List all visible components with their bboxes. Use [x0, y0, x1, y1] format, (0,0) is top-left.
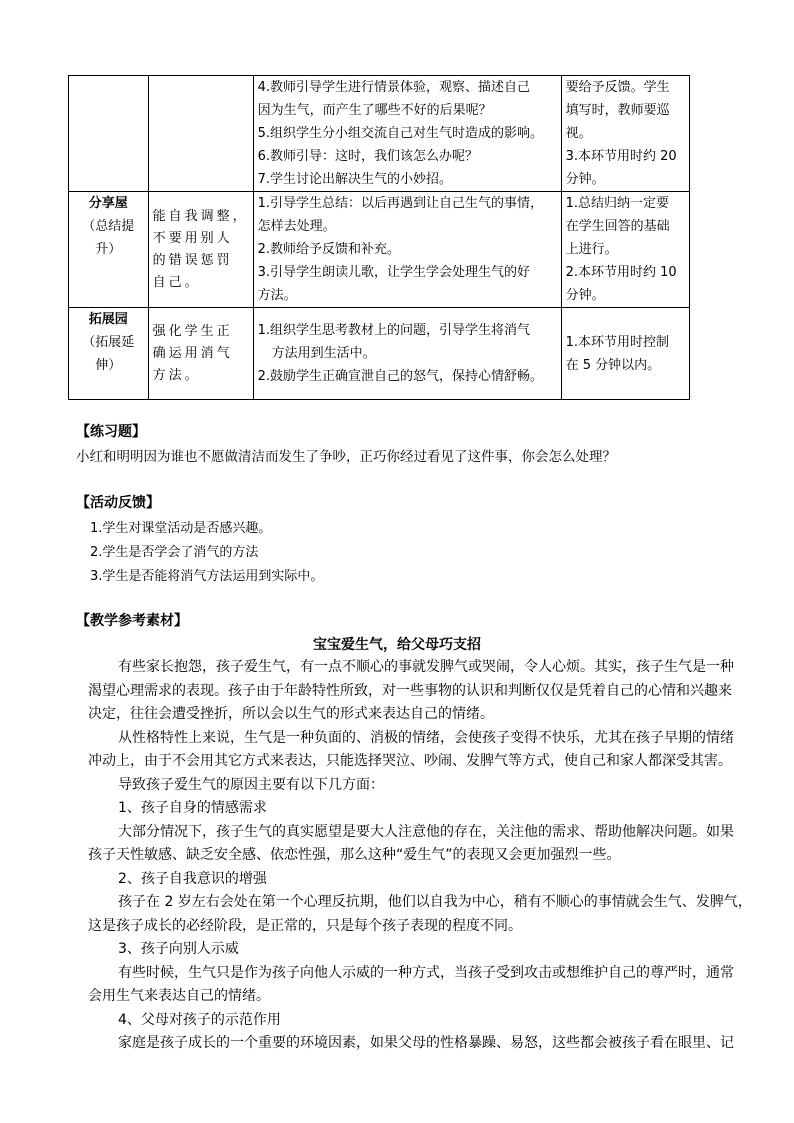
goal-line: 能自我调整，	[152, 208, 249, 224]
feedback-item: 3.学生是否能将消气方法运用到实际中。	[90, 569, 324, 584]
article-title: 宝宝爱生气，给父母巧支招	[313, 637, 481, 653]
notes-cell	[561, 308, 689, 400]
note-line: 分钟。	[565, 172, 605, 187]
notes-cell	[561, 76, 689, 192]
article-line: 4、父母对孩子的示范作用	[118, 1011, 281, 1028]
goal-line: 的错误惩罚	[152, 252, 233, 268]
notes-cell	[561, 192, 689, 308]
step-line: 方法。	[257, 288, 297, 303]
step-line: 2.鼓励学生正确宣泄自己的怒气，保持心情舒畅。	[257, 369, 544, 384]
goal-cell	[148, 76, 253, 192]
article-line: 会用生气来表达自己的情绪。	[88, 988, 270, 1004]
note-line: 在学生回答的基础	[565, 219, 670, 234]
note-line: 分钟。	[565, 288, 605, 303]
steps-cell	[253, 192, 561, 308]
goal-cell	[148, 192, 253, 308]
table-row	[69, 308, 690, 400]
goal-line: 方法。	[152, 367, 201, 383]
article-line: 渴望心理需求的表现。孩子由于年龄特性所致，对一些事物的认识和判断仅仅是凭着自己的心情和兴趣来	[88, 682, 732, 699]
article-line: 有些家长抱怨，孩子爱生气，有一点不顺心的事就发脾气或哭闹，令人心烦。其实，孩子生气是一种	[118, 659, 734, 675]
exercise-text: 小红和明明因为谁也不愿做清洁而发生了争吵，正巧你经过看见了这件事，你会怎么处理？	[76, 449, 616, 465]
goal-line: 强化学生正	[152, 323, 233, 339]
article-line: 孩子在 2 岁左右会处在第一个心理反抗期，他们以自我为中心，稍有不顺心的事情就会生气、发脾气，	[118, 894, 752, 910]
feedback-heading: 【活动反馈】	[76, 495, 160, 511]
note-line: 填写时，教师要巡	[565, 103, 670, 118]
exercise-heading: 【练习题】	[76, 424, 146, 440]
article-line: 孩子天性敏感、缺乏安全感、依恋性强，那么这种“爱生气”的表现又会更加强烈一些。	[88, 847, 621, 863]
steps-cell	[253, 308, 561, 400]
step-line: 2.教师给予反馈和补充。	[257, 242, 401, 257]
goal-line: 不要用别人	[152, 230, 233, 246]
stage-cell	[69, 192, 149, 308]
article-line: 导致孩子爱生气的原因主要有以下几方面：	[118, 776, 384, 793]
stage-subtitle: 升）	[95, 242, 122, 257]
table-row	[69, 192, 690, 308]
article-line: 有些时候，生气只是作为孩子向他人示威的一种方式，当孩子受到攻击或想维护自己的尊严时，通常	[118, 964, 734, 981]
note-line: 3.本环节用时约 20	[565, 149, 677, 164]
goal-line: 自己。	[152, 274, 201, 290]
stage-title: 拓展园	[88, 312, 128, 327]
article-line: 家庭是孩子成长的一个重要的环境因素，如果父母的性格暴躁、易怒，这些都会被孩子看在眼里、记	[118, 1035, 734, 1051]
step-line: 4.教师引导学生进行情景体验，观察、描述自己	[257, 80, 531, 95]
material-heading: 【教学参考素材】	[76, 613, 188, 629]
article-line: 这是孩子成长的必经阶段，是正常的，只是每个孩子表现的程度不同。	[88, 917, 522, 934]
stage-cell	[69, 76, 149, 192]
article-line: 冲动上，由于不会用其它方式来表达，只能选择哭泣、吵闹、发脾气等方式，使自己和家人都深受其害。	[88, 753, 732, 769]
step-line: 7.学生讨论出解决生气的小妙招。	[257, 172, 453, 187]
step-line: 1.引导学生总结：以后再遇到让自己生气的事情，	[257, 196, 544, 211]
stage-cell	[69, 308, 149, 400]
article-line: 决定，往往会遭受挫折，所以会以生气的形式来表达自己的情绪。	[88, 706, 494, 722]
stage-subtitle: 伸）	[95, 358, 122, 373]
note-line: 在 5 分钟以内。	[565, 357, 661, 373]
goal-cell	[148, 308, 253, 400]
stage-subtitle: （拓展延	[82, 335, 135, 350]
note-line: 2.本环节用时约 10	[565, 265, 677, 280]
note-line: 要给予反馈。学生	[565, 80, 670, 95]
article-line: 大部分情况下，孩子生气的真实愿望是要大人注意他的存在，关注他的需求、帮助他解决问题。如果	[118, 823, 734, 840]
step-line: 怎样去处理。	[257, 219, 336, 234]
note-line: 1.总结归纳一定要	[565, 196, 670, 211]
article-line: 2、孩子自我意识的增强	[118, 870, 267, 887]
article-body	[88, 656, 752, 1056]
note-line: 视。	[565, 126, 592, 141]
step-line: 1.组织学生思考教材上的问题，引导学生将消气	[257, 323, 531, 338]
note-line: 1.本环节用时控制	[565, 334, 670, 350]
lesson-plan-table	[68, 75, 690, 400]
article-line: 从性格特性上来说，生气是一种负面的、消极的情绪，会使孩子变得不快乐，尤其在孩子早期的情绪	[118, 729, 734, 746]
article-line: 1、孩子自身的情感需求	[118, 800, 267, 816]
note-line: 上进行。	[565, 242, 618, 257]
goal-line: 确运用消气	[152, 345, 233, 361]
feedback-item: 1.学生对课堂活动是否感兴趣。	[90, 521, 272, 536]
step-line: 因为生气，而产生了哪些不好的后果呢？	[257, 103, 492, 118]
step-line: 方法用到生活中。	[271, 346, 376, 361]
feedback-item: 2.学生是否学会了消气的方法	[90, 545, 259, 560]
step-line: 6.教师引导：这时，我们该怎么办呢？	[257, 149, 479, 164]
step-line: 5.组织学生分小组交流自己对生气时造成的影响。	[257, 126, 544, 141]
table-row	[69, 76, 690, 192]
steps-cell	[253, 76, 561, 192]
stage-subtitle: （总结提	[82, 219, 135, 234]
article-line: 3、孩子向别人示威	[118, 941, 239, 957]
step-line: 3.引导学生朗读儿歌，让学生学会处理生气的好	[257, 265, 531, 280]
stage-title: 分享屋	[88, 196, 128, 211]
